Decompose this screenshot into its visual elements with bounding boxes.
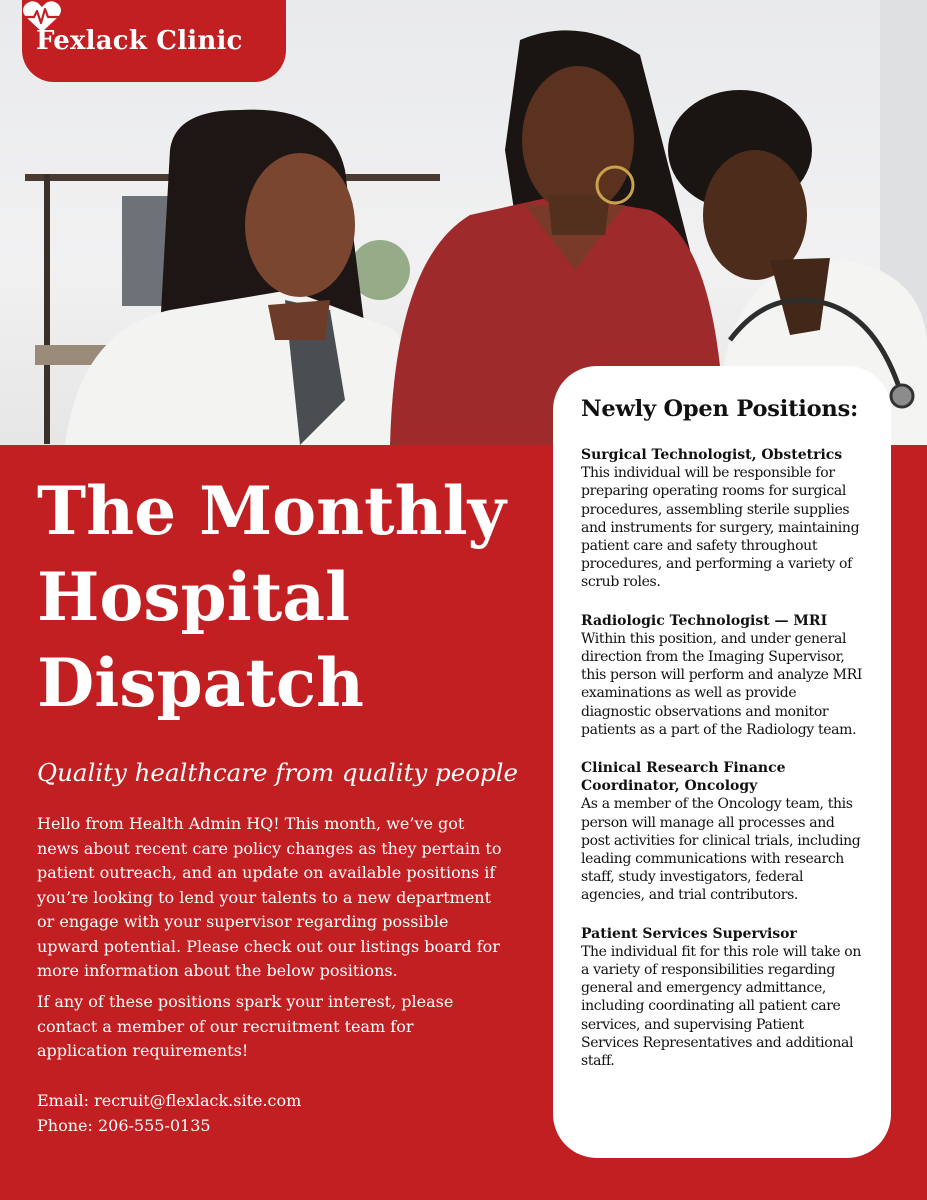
title-line-2: Hospital (37, 558, 351, 636)
job-title: Surgical Technologist, Obstetrics (581, 447, 843, 463)
job-description: This individual will be responsible for preparing operating rooms for surgical procedures, assembling sterile supplies and instruments for surgery, maintaining patient care and safety throughout procedures, and performing a variety of scrub roles. (581, 465, 860, 591)
contact-email[interactable]: Email: recruit@flexlack.site.com (37, 1091, 302, 1110)
contact-info (37, 1088, 507, 1138)
tagline: Quality healthcare from quality people (37, 758, 519, 787)
job-description: The individual fit for this role will take on a variety of responsibilities regarding general and emergency admittance, including coordinating all patient care services, and supervising Patient Services Representatives and additional staff. (581, 943, 861, 1070)
contact-phone[interactable]: Phone: 206-555-0135 (37, 1116, 211, 1135)
positions-heading: Newly Open Positions: (581, 396, 859, 422)
job-title: Patient Services Supervisor (581, 925, 797, 942)
positions-card (553, 366, 891, 1158)
shelf-post (44, 174, 50, 444)
title-line-3: Dispatch (37, 644, 365, 722)
job-description: Within this position, and under general direction from the Imaging Supervisor, this person will perform and analyze MRI examinations as well as provide diagnostic observations and monitor patients as a part of the Radiology team. (581, 630, 862, 738)
job-title: Radiologic Technologist — MRI (581, 612, 828, 629)
job-title: Clinical Research Finance Coordinator, Oncology (581, 760, 786, 795)
brand-name: Fexlack Clinic (36, 26, 243, 56)
job-listing (581, 612, 865, 739)
title-line-1: The Monthly (37, 472, 507, 550)
intro-paragraph: Hello from Health Admin HQ! This month, we’ve got news about recent care policy changes as they pertain to patient outreach, and an update on available positions if you’re looking to lend your talents to a new department or engage with your supervisor regarding possible upward potential. Please check out our listings board for more information about the below positions. (37, 814, 502, 980)
job-listing (581, 925, 865, 1071)
job-listing (581, 446, 865, 592)
page-title (37, 468, 537, 726)
brand-tab (22, 0, 286, 82)
heart-pulse-icon (22, 0, 62, 34)
cta-paragraph: If any of these positions spark your interest, please contact a member of our recruitment team for application requirements! (37, 992, 454, 1060)
job-description: As a member of the Oncology team, this person will manage all processes and post activities for clinical trials, including leading communications with research staff, study investigators, federal agencies, and trial contributors. (581, 796, 861, 904)
job-listing (581, 759, 865, 905)
